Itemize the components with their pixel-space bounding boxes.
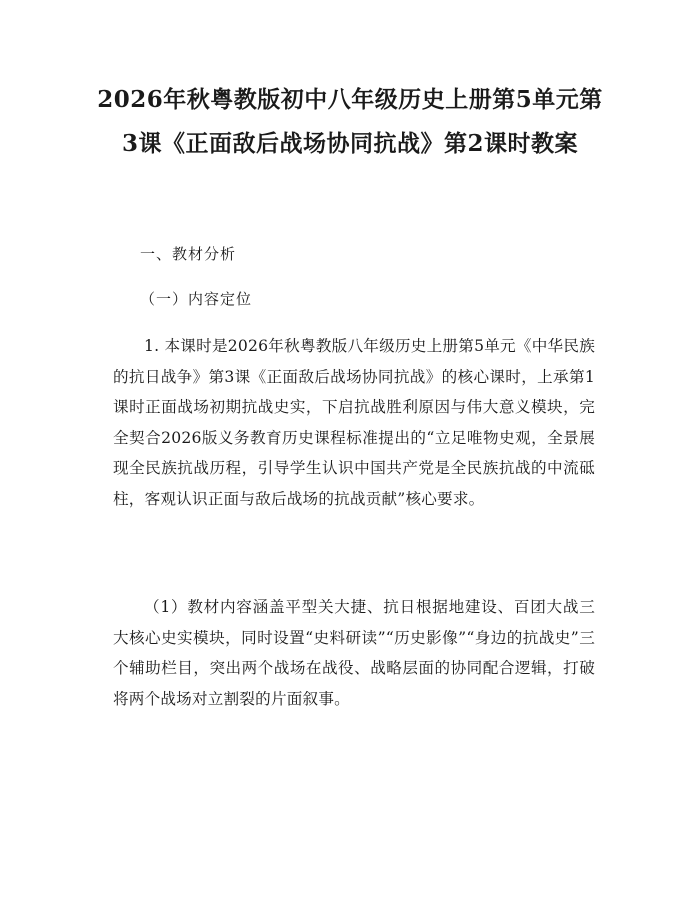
section-heading-textbook-analysis: 一、教材分析	[140, 245, 237, 263]
document-title: 2026年秋粤教版初中八年级历史上册第5单元第3课《正面敌后战场协同抗战》第2课时教案	[97, 86, 603, 157]
body-paragraph: （1）教材内容涵盖平型关大捷、抗日根据地建设、百团大战三大核心史实模块，同时设置“史料研读”“历史影像”“身边的抗战史”三个辅助栏目，突出两个战场在战役、战略层面的协同配合逻辑，打破将两个战场对立割裂的片面叙事。	[113, 598, 595, 708]
body-paragraph: 1. 本课时是2026年秋粤教版八年级历史上册第5单元《中华民族的抗日战争》第3课《正面敌后战场协同抗战》的核心课时，上承第1课时正面战场初期抗战史实，下启抗战胜利原因与伟大意义模块，完全契合2026版义务教育历史课程标准提出的“立足唯物史观，全景展现全民族抗战历程，引导学生认识中国共产党是全民族抗战的中流砥柱，客观认识正面与敌后战场的抗战贡献”核心要求。	[113, 337, 595, 508]
subsection-heading-content-positioning: （一）内容定位	[140, 290, 253, 308]
